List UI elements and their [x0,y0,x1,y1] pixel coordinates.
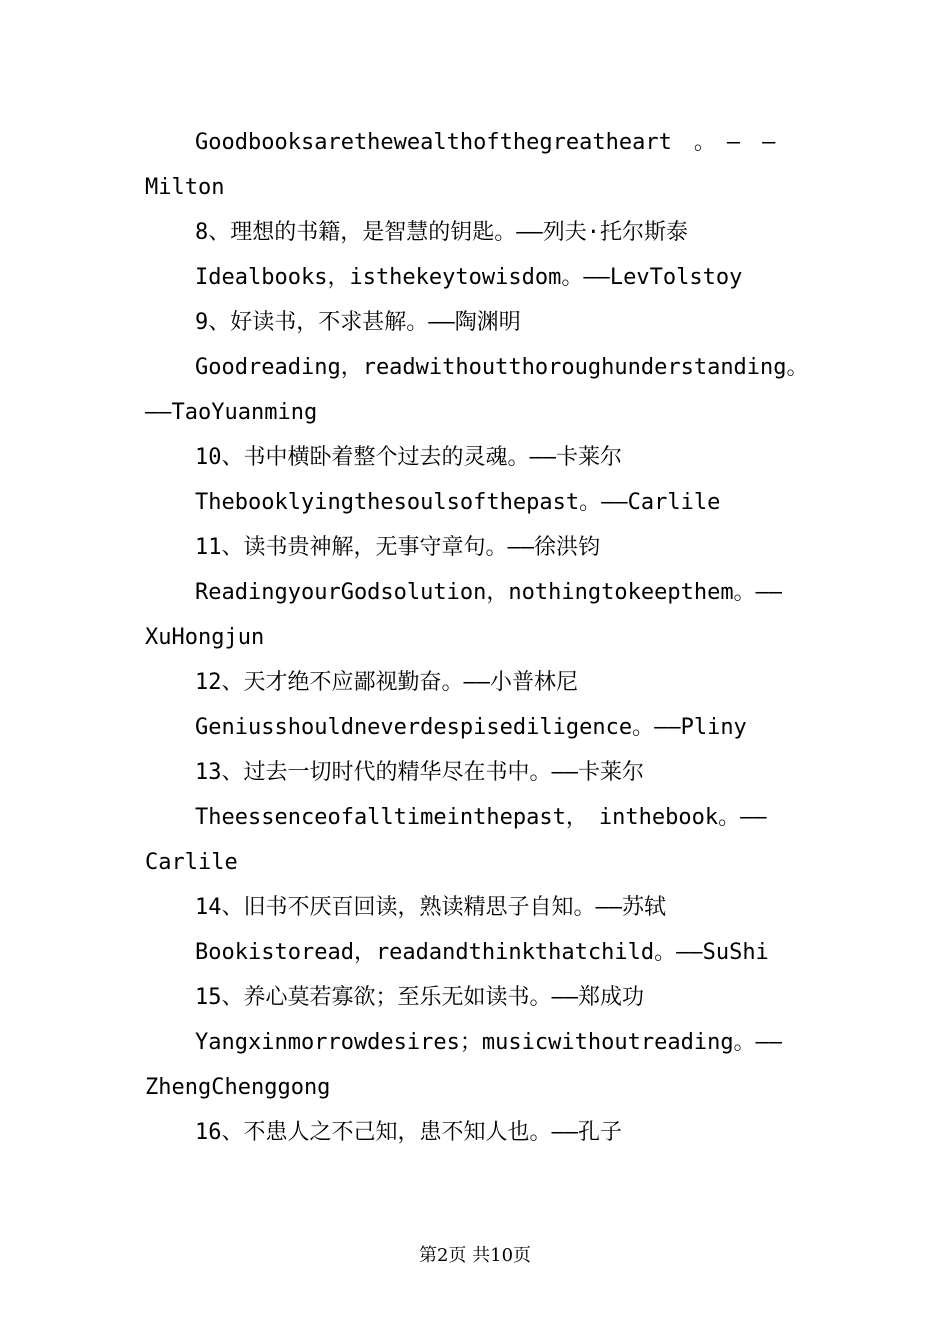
text-line: 12、天才绝不应鄙视勤奋。——小普林尼 [195,670,578,695]
text-line: 16、不患人之不己知，患不知人也。——孔子 [195,1120,622,1145]
text-line: Thebooklyingthesoulsofthepast。——Carlile [195,490,721,515]
text-line: 14、旧书不厌百回读，熟读精思子自知。——苏轼 [195,895,666,920]
text-line: 8、理想的书籍，是智慧的钥匙。——列夫·托尔斯泰 [195,220,688,245]
text-line: 10、书中横卧着整个过去的灵魂。——卡莱尔 [195,445,622,470]
text-line: ReadingyourGodsolution，nothingtokeepthem。—— [195,580,783,605]
text-line: Milton [145,175,225,200]
page-body [145,120,815,1155]
text-line: 11、读书贵神解，无事守章句。——徐洪钧 [195,535,600,560]
text-line: Goodbooksarethewealthofthegreatheart 。 — — [195,130,776,155]
text-line: ZhengChenggong [145,1075,331,1100]
text-line: XuHongjun [145,625,265,650]
text-line: Theessenceofalltimeinthepast， inthebook。—— [195,805,767,830]
text-line: Carlile [145,850,238,875]
text-line: 15、养心莫若寡欲；至乐无如读书。——郑成功 [195,985,644,1010]
text-line: Goodreading，readwithoutthoroughunderstanding。 [195,355,809,380]
text-line: ——TaoYuanming [145,400,318,425]
text-line: Idealbooks，isthekeytowisdom。——LevTolstoy [195,265,743,290]
text-line: Yangxinmorrowdesires；musicwithoutreading。—— [195,1030,783,1055]
page-number-footer: 第2页 共10页 [418,1245,532,1266]
text-line: 13、过去一切时代的精华尽在书中。——卡莱尔 [195,760,644,785]
text-line: 9、好读书，不求甚解。——陶渊明 [195,310,521,335]
text-line: Geniusshouldneverdespisediligence。——Pliny [195,715,747,740]
text-line: Bookistoread，readandthinkthatchild。——SuShi [195,940,769,965]
